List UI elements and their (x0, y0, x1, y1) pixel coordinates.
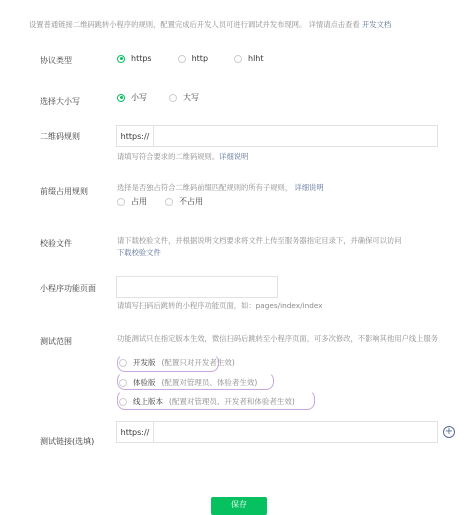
radio-icon (119, 379, 127, 387)
prefix-rule-detail-link[interactable]: 详细说明 (294, 183, 324, 192)
intro-description: 设置普通链接二维码跳转小程序的规则，配置完成后开发人员可进行调试并发布现网。 详情请点击查看 (29, 20, 360, 29)
page-label: 小程序功能页面 (40, 284, 96, 293)
radio-icon (169, 94, 177, 102)
case-label: 选择大小写 (40, 97, 80, 106)
radio-icon (119, 398, 127, 406)
case-options (117, 92, 199, 103)
scope-help: 功能测试只在指定版本生效，微信扫码后跳转至小程序页面，可多次修改，不影响其他用户线上服务 (117, 334, 439, 343)
protocol-options (117, 54, 264, 63)
radio-checked-icon (117, 55, 125, 63)
protocol-option-hlht[interactable]: hlht (234, 54, 264, 63)
qr-rule-label: 二维码规则 (40, 132, 80, 141)
protocol-option-https[interactable]: https (117, 54, 152, 63)
radio-icon (178, 55, 186, 63)
test-link-label: 测试链接(选填) (40, 437, 95, 446)
radio-icon (117, 198, 125, 206)
protocol-label: 协议类型 (40, 56, 72, 65)
test-link-field[interactable] (116, 421, 438, 443)
scope-label: 测试范围 (40, 337, 72, 346)
prefix-rule-help: 选择是否独占符合二维码前缀匹配规则的所有子规则， 详细说明 (117, 183, 324, 192)
page-input[interactable] (116, 276, 278, 298)
radio-checked-icon (117, 94, 125, 102)
prefix-option-occupy[interactable]: 占用 (117, 196, 147, 207)
qr-rule-prefix: https:// (117, 126, 154, 146)
qr-rule-detail-link[interactable]: 详细说明 (219, 152, 249, 161)
qr-rule-help: 请填写符合要求的二维码规则。详细说明 (117, 152, 249, 161)
qr-rule-input[interactable] (116, 125, 438, 147)
intro-text (29, 19, 469, 30)
radio-icon (234, 55, 242, 63)
prefix-rule-label: 前缀占用规则 (40, 187, 88, 196)
prefix-rule-options (117, 196, 203, 207)
radio-icon (165, 198, 173, 206)
dev-doc-link[interactable]: 开发文档 (362, 20, 392, 29)
case-option-upper[interactable]: 大写 (169, 92, 199, 103)
test-link-prefix: https:// (117, 422, 154, 442)
add-test-link-icon[interactable]: + (444, 426, 454, 437)
scope-item-trial[interactable]: 体验版 (配置对管理员、体验者生效) (119, 377, 257, 388)
scope-item-release[interactable]: 线上版本 (配置对管理员、开发者和体验者生效) (119, 396, 295, 407)
prefix-option-not-occupy[interactable]: 不占用 (165, 196, 203, 207)
protocol-option-http[interactable]: http (178, 54, 208, 63)
page-help: 请填写扫码后跳转的小程序功能页面，如：pages/index/index (117, 301, 323, 310)
scope-item-dev[interactable]: 开发版 (配置只对开发者生效) (119, 357, 235, 368)
verify-file-help: 请下载校验文件，并根据说明文档要求将文件上传至服务器指定目录下，并确保可以访问 (117, 236, 402, 245)
verify-file-label: 校验文件 (40, 239, 72, 248)
download-verify-file-link[interactable]: 下载校验文件 (117, 248, 161, 257)
radio-icon (119, 359, 127, 367)
save-button[interactable]: 保存 (211, 497, 267, 515)
case-option-lower[interactable]: 小写 (117, 92, 147, 103)
